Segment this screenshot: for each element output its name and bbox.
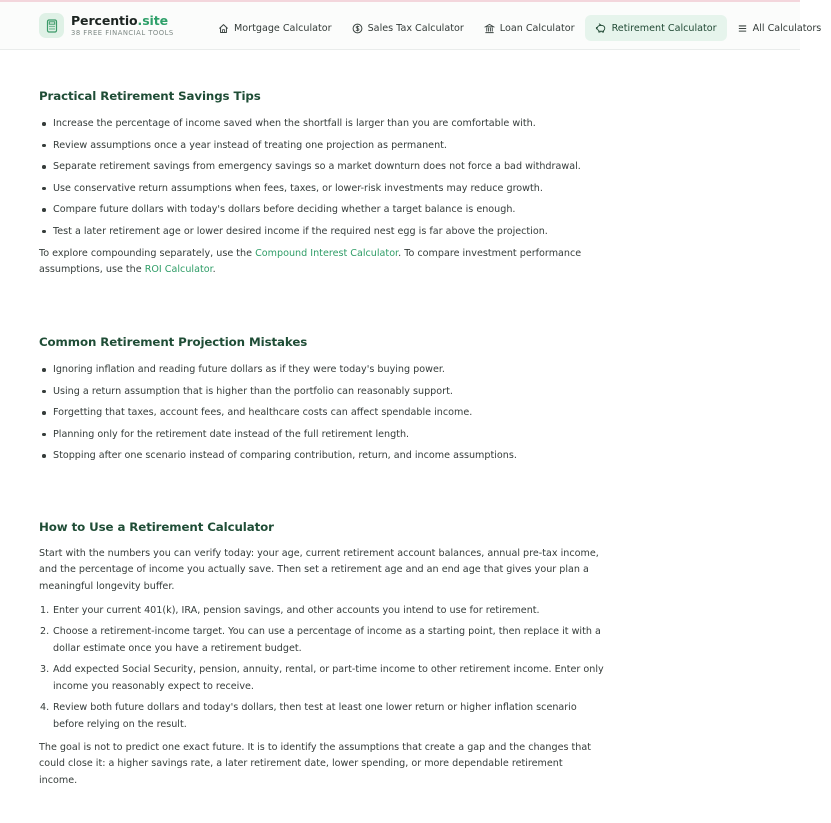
step-item: 4. Review both future dollars and today's dollars, then test at least one lower return or higher inflation scenario before relying on the result. [40,702,577,730]
calculator-icon [39,13,64,38]
home-icon [218,23,229,34]
brand-logo-link[interactable] [39,13,174,38]
nav-all-calculators[interactable] [727,15,831,41]
tips-list [39,117,581,246]
site-header [0,2,822,50]
nav-sales-tax-calculator[interactable] [342,15,474,41]
main-nav [208,15,831,41]
howto-closing: The goal is not to predict one exact future. It is to identify the assumptions that create a gap and the changes that could close it: a higher savings rate, a later retirement date, lower spending, or more dependable retirement income. [39,742,592,786]
list-item: Using a return assumption that is higher than the portfolio can reasonably support. [39,385,517,407]
compound-interest-link[interactable]: Compound Interest Calculator [255,248,399,259]
brand-name: Percentio.site [71,13,168,28]
roi-calculator-link[interactable]: ROI Calculator [144,264,213,276]
step-item: 1. Enter your current 401(k), IRA, pension savings, and other accounts you intend to use for retirement. [40,605,540,616]
list-item: Test a later retirement age or lower desired income if the required nest egg is far above the projection. [39,225,581,247]
menu-icon [737,23,748,34]
tips-heading: Practical Retirement Savings Tips [39,89,261,103]
howto-intro: Start with the numbers you can verify today: your age, current retirement account balances, annual pre-tax income, and the percentage of income you actually save. Then set a retirement age and an end age that gives your plan a meaningful longevity buffer. [39,548,599,592]
list-item: Planning only for the retirement date instead of the full retirement length. [39,428,517,450]
nav-label: Loan Calculator [499,22,575,34]
step-item: 3. Add expected Social Security, pension, annuity, rental, or part-time income to other retirement income. Enter only income you reasonably expect to receive. [40,664,604,692]
nav-loan-calculator[interactable] [474,15,585,41]
nav-mortgage-calculator[interactable] [208,15,342,41]
nav-label: Retirement Calculator [611,22,717,34]
list-item: Ignoring inflation and reading future dollars as if they were today's buying power. [39,363,517,385]
list-item: Forgetting that taxes, account fees, and healthcare costs can affect spendable income. [39,406,517,428]
related-calculators-text: To explore compounding separately, use the Compound Interest Calculator. To compare investment performance assumptions, use the ROI Calculator. [39,248,582,276]
list-item: Review assumptions once a year instead of treating one projection as permanent. [39,139,581,161]
brand-suffix: .site [137,13,168,28]
list-item: Use conservative return assumptions when fees, taxes, or lower-risk investments may reduce growth. [39,182,581,204]
list-item: Stopping after one scenario instead of comparing contribution, return, and income assumptions. [39,449,517,471]
howto-steps [39,603,604,738]
list-item: Separate retirement savings from emergency savings so a market downturn does not force a bad withdrawal. [39,160,581,182]
list-item: Compare future dollars with today's dollars before deciding whether a target balance is enough. [39,203,581,225]
mistakes-list [39,363,517,471]
brand-tagline: 38 FREE FINANCIAL TOOLS [71,29,174,37]
mistakes-heading: Common Retirement Projection Mistakes [39,335,308,349]
nav-retirement-calculator[interactable] [585,15,727,41]
piggy-bank-icon [595,23,607,34]
nav-label: Mortgage Calculator [234,22,332,34]
list-item: Increase the percentage of income saved when the shortfall is larger than you are comfortable with. [39,117,581,139]
nav-label: Sales Tax Calculator [367,22,464,34]
step-item: 2. Choose a retirement-income target. You can use a percentage of income as a starting point, then replace it with a dollar estimate once you have a retirement budget. [40,626,601,654]
howto-heading: How to Use a Retirement Calculator [39,520,274,534]
bank-icon [484,23,495,34]
dollar-circle-icon [352,23,363,34]
nav-label: All Calculators [752,22,822,34]
